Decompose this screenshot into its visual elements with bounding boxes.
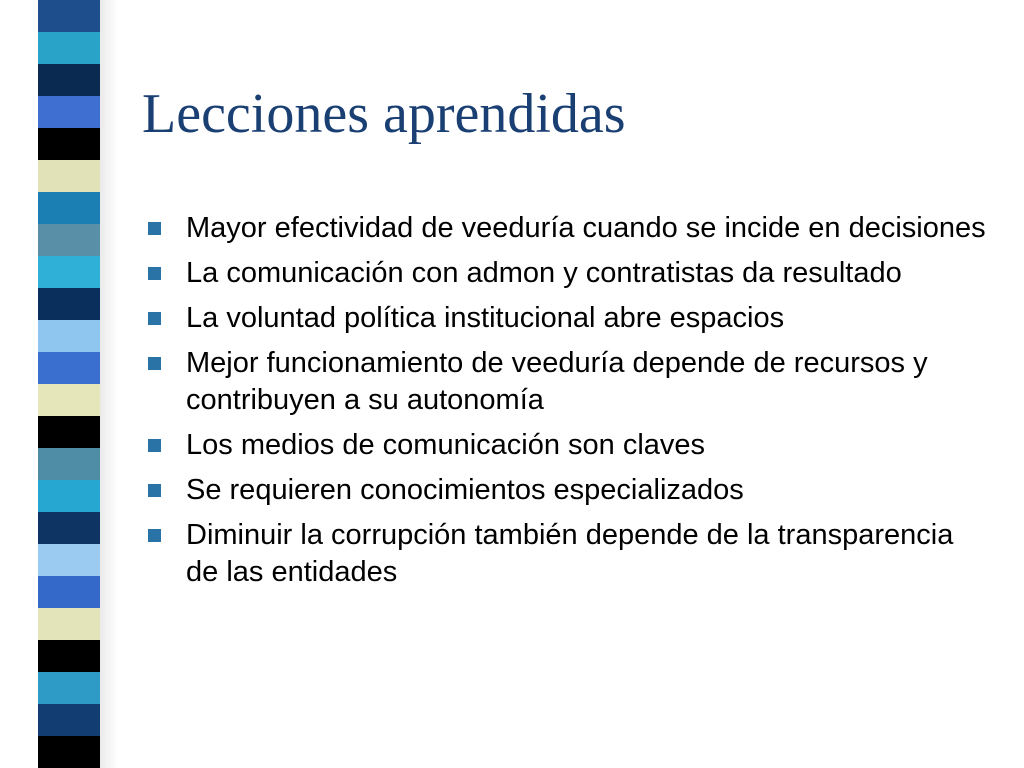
stripe-block [38, 256, 100, 288]
bullet-item [148, 427, 988, 464]
stripe-block [38, 640, 100, 672]
bullet-text: Diminuir la corrupción también depende de la transparencia de las entidades [186, 519, 954, 588]
stripe-block [38, 32, 100, 64]
stripe-block [38, 96, 100, 128]
bullet-item [148, 210, 988, 247]
square-bullet-icon [148, 439, 161, 452]
stripe-block [38, 384, 100, 416]
stripe-block [38, 64, 100, 96]
stripe-block [38, 608, 100, 640]
stripe-block [38, 160, 100, 192]
square-bullet-icon [148, 222, 161, 235]
square-bullet-icon [148, 529, 161, 542]
stripe-block [38, 320, 100, 352]
stripe-block [38, 704, 100, 736]
stripe-block [38, 128, 100, 160]
square-bullet-icon [148, 267, 161, 280]
square-bullet-icon [148, 357, 161, 370]
stripe-block [38, 416, 100, 448]
bullet-text: Los medios de comunicación son claves [186, 429, 706, 461]
decorative-stripe-band [38, 0, 100, 768]
bullet-item [148, 345, 988, 419]
bullet-list [148, 210, 988, 599]
bullet-text: Mayor efectividad de veeduría cuando se incide en decisiones [186, 212, 986, 244]
stripe-block [38, 512, 100, 544]
bullet-item [148, 472, 988, 509]
stripe-block [38, 352, 100, 384]
stripe-block [38, 192, 100, 224]
bullet-item [148, 517, 988, 591]
square-bullet-icon [148, 312, 161, 325]
stripe-block [38, 544, 100, 576]
bullet-text: Mejor funcionamiento de veeduría depende de recursos y contribuyen a su autonomía [186, 347, 928, 416]
stripe-block [38, 576, 100, 608]
stripe-block [38, 288, 100, 320]
bullet-item [148, 300, 988, 337]
stripe-block [38, 0, 100, 32]
bullet-item [148, 255, 988, 292]
bullet-text: Se requieren conocimientos especializados [186, 474, 744, 506]
stripe-block [38, 672, 100, 704]
stripe-block [38, 480, 100, 512]
stripe-block [38, 736, 100, 768]
bullet-text: La comunicación con admon y contratistas da resultado [186, 257, 902, 289]
stripe-block [38, 224, 100, 256]
square-bullet-icon [148, 484, 161, 497]
stripe-block [38, 448, 100, 480]
bullet-text: La voluntad política institucional abre espacios [186, 302, 785, 334]
slide-title: Lecciones aprendidas [142, 83, 626, 145]
